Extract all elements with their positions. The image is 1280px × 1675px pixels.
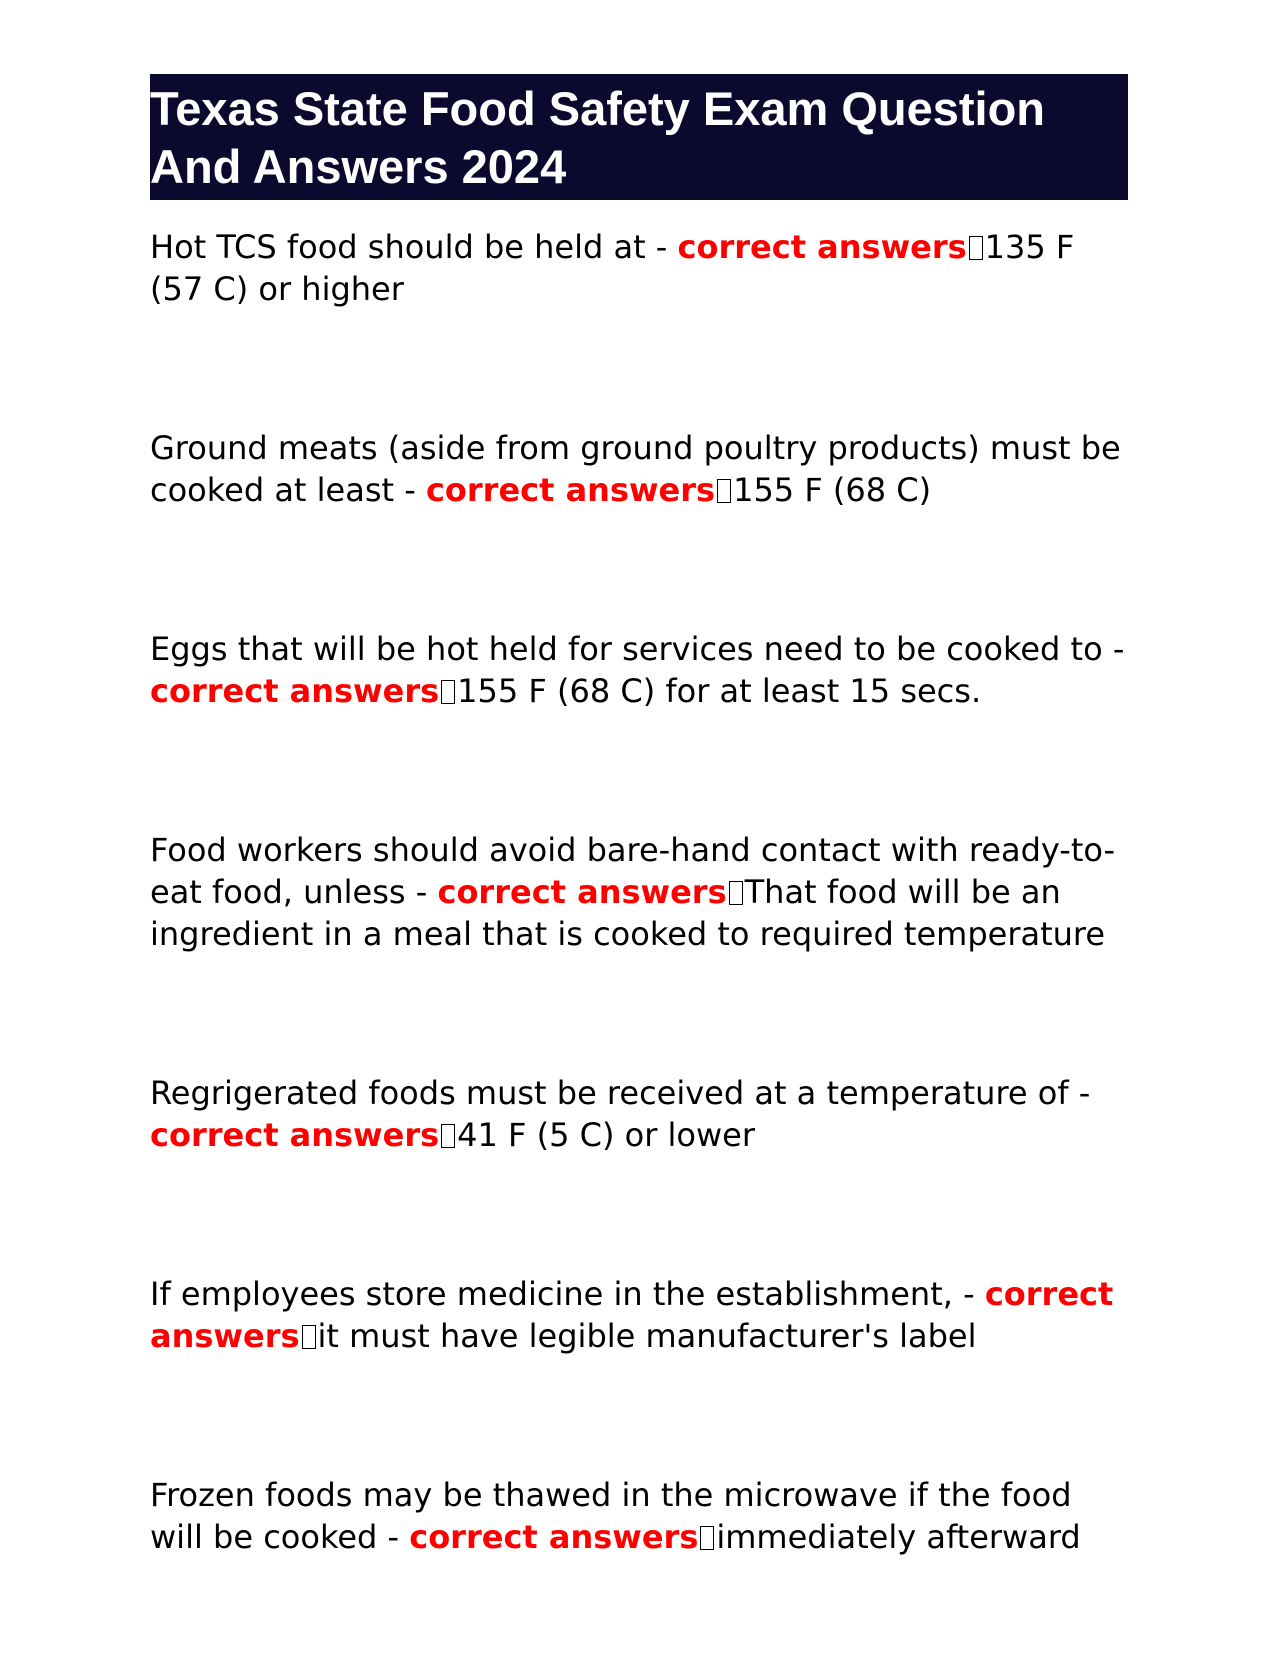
document-page bbox=[150, 74, 1128, 1675]
answer-text: That food will be an ingredient in a meal that is cooked to required temperature bbox=[150, 873, 1106, 953]
answer-text: 155 F (68 C) for at least 15 secs. bbox=[457, 672, 982, 710]
question-text: Food workers should avoid bare-hand contact with ready-to-eat food, unless - bbox=[150, 831, 1116, 911]
missing-glyph-icon bbox=[717, 479, 731, 503]
correct-answers-label: correct answers bbox=[150, 672, 440, 710]
qa-item bbox=[150, 427, 1128, 511]
missing-glyph-icon bbox=[700, 1526, 714, 1550]
qa-item bbox=[150, 1273, 1128, 1357]
answer-text: 41 F (5 C) or lower bbox=[457, 1116, 756, 1154]
question-text: Frozen foods may be thawed in the microwave if the food will be cooked - bbox=[150, 1476, 1072, 1556]
missing-glyph-icon bbox=[302, 1325, 316, 1349]
correct-answers-label: correct answers bbox=[150, 1275, 1114, 1355]
qa-item bbox=[150, 1072, 1128, 1156]
document-title: Texas State Food Safety Exam Question And Answers 2024 bbox=[150, 82, 1045, 193]
answer-text: 135 F (57 C) or higher bbox=[150, 228, 1075, 308]
question-text: Ground meats (aside from ground poultry products) must be cooked at least - bbox=[150, 429, 1121, 509]
missing-glyph-icon bbox=[969, 236, 983, 260]
qa-item bbox=[150, 829, 1128, 955]
missing-glyph-icon bbox=[441, 1124, 455, 1148]
missing-glyph-icon bbox=[441, 680, 455, 704]
question-text: Hot TCS food should be held at - bbox=[150, 228, 678, 266]
question-text: Eggs that will be hot held for services need to be cooked to - bbox=[150, 630, 1125, 668]
correct-answers-label: correct answers bbox=[409, 1518, 699, 1556]
missing-glyph-icon bbox=[729, 881, 743, 905]
correct-answers-label: correct answers bbox=[437, 873, 727, 911]
answer-text: immediately afterward bbox=[716, 1518, 1081, 1556]
correct-answers-label: correct answers bbox=[677, 228, 967, 266]
qa-item bbox=[150, 226, 1128, 310]
qa-item bbox=[150, 1474, 1128, 1558]
question-text: Regrigerated foods must be received at a temperature of - bbox=[150, 1074, 1091, 1112]
correct-answers-label: correct answers bbox=[425, 471, 716, 509]
answer-text: 155 F (68 C) bbox=[733, 471, 932, 509]
correct-answers-label: correct answers bbox=[150, 1116, 440, 1154]
qa-item bbox=[150, 628, 1128, 712]
answer-text: it must have legible manufacturer's label bbox=[317, 1317, 977, 1355]
question-text: If employees store medicine in the establishment, - bbox=[150, 1275, 985, 1313]
qa-list bbox=[150, 226, 1128, 1558]
title-banner bbox=[150, 74, 1128, 200]
